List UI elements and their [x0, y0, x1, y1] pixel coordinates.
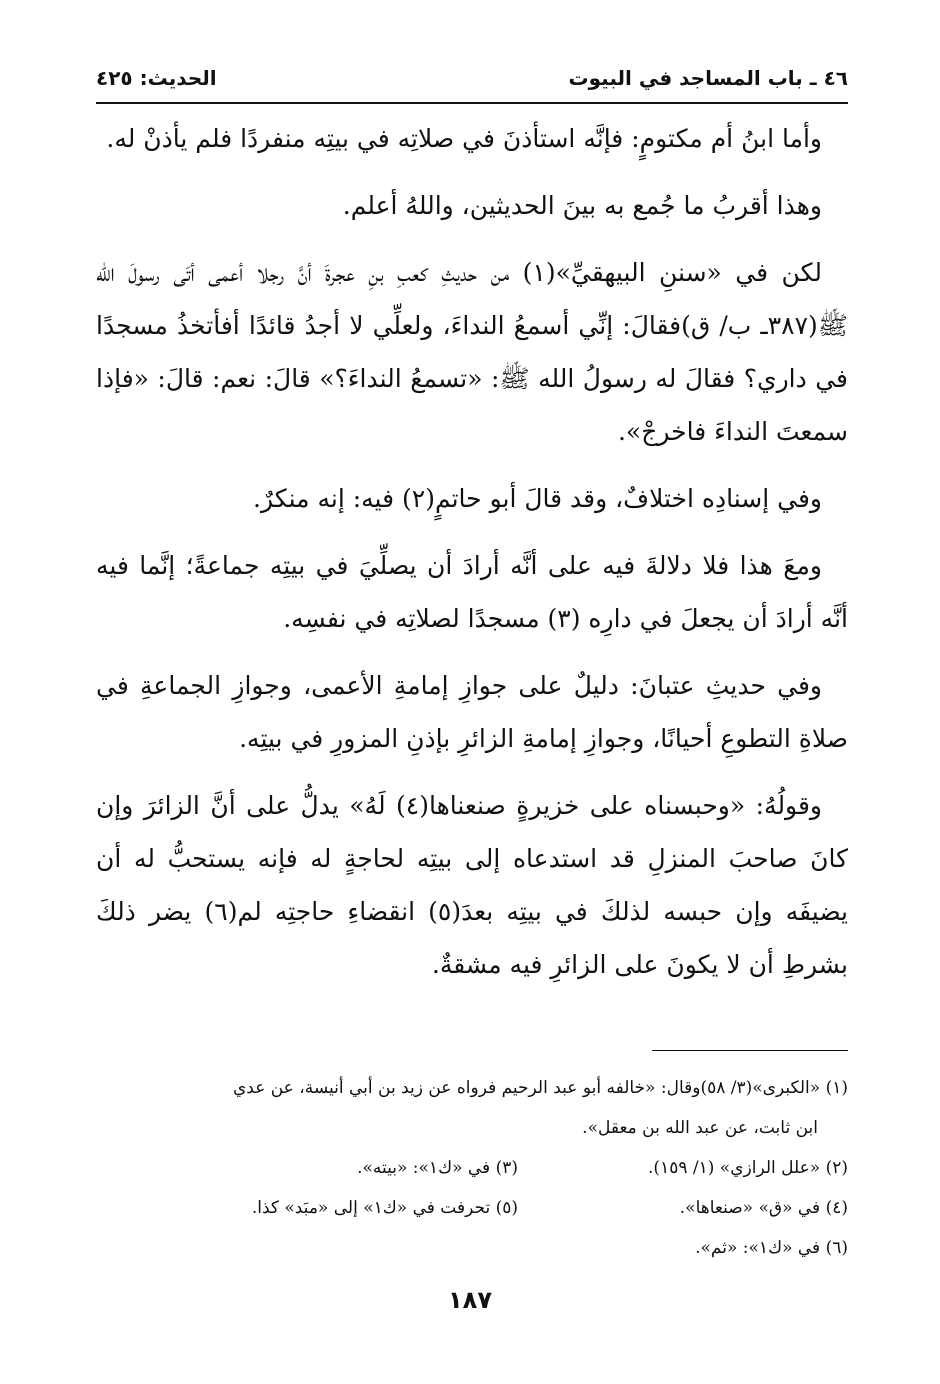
- running-header: [96, 58, 848, 98]
- footnote-1-continued: ابن ثابت، عن عبد الله بن معقل».: [582, 1118, 818, 1138]
- footnote-1: (١) «الكبرى»(٣/ ٥٨)وقال: «خالفه أبو عبد الرحيم فرواه عن زيد بن أبي أنيسة، عن عدي: [232, 1078, 848, 1098]
- main-text: [96, 112, 848, 1005]
- paragraph: وفي حديثِ عتبانَ: دليلٌ على جوازِ إمامةِ الأعمى، وجوازِ الجماعةِ في صلاةِ التطوعِ أحيانًا، وجوازِ إمامةِ الزائرِ بإذنِ المزورِ في بيتِه.: [96, 671, 848, 753]
- paragraph: ومعَ هذا فلا دلالةَ فيه على أنَّه أرادَ أن يصلِّيَ في بيتِه جماعةً؛ إنَّما فيه أنَّه أرادَ أن يجعلَ في دارِه (٣) مسجدًا لصلاتِه في نفسِه.: [96, 551, 848, 633]
- footnote-row: [108, 1148, 848, 1188]
- header-divider: [96, 102, 848, 104]
- footnote-6: (٦) في «ك١»: «ثم».: [695, 1238, 848, 1258]
- footnote-4: (٤) في «ق» «صنعاها».: [679, 1198, 848, 1218]
- paragraph: وقولُهُ: «وحبسناه على خزيرةٍ صنعناها(٤) لَهُ» يدلُّ على أنَّ الزائرَ وإن كانَ صاحبَ المنزلِ قد استدعاه إلى بيتِه لحاجةٍ له فإنه يستحبُّ له أن يضيفَه وإن حبسه لذلكَ في بيتِه بعدَ(٥) انقضاءِ حاجتِه لم(٦) يضر ذلكَ بشرطِ أن لا يكونَ على الزائرِ فيه مشقةٌ.: [96, 791, 848, 979]
- footnotes: [108, 1068, 848, 1268]
- paragraph: وأما ابنُ أم مكتومٍ: فإنَّه استأذنَ في صلاتِه في بيتِه منفردًا فلم يأذنْ له.: [106, 124, 822, 153]
- footnote-divider: [652, 1050, 848, 1051]
- paragraph: لكن في «سننِ البيهقيِّ»(١) من حديثِ كعبِ بنِ عجرةَ أنَّ رجلا أعمى أتَى رسولَ الله ﷺ(٣٨٧ـ ب/ ق)فقالَ: إنِّي أسمعُ النداءَ، ولعلِّي لا أجدُ قائدًا أفأتخذُ مسجدًا في داري؟ فقالَ له رسولُ الله ﷺ: «تسمعُ النداءَ؟» قالَ: نعم: قالَ: «فإذا سمعتَ النداءَ فاخرجْ».: [96, 258, 848, 446]
- footnote-row: [108, 1188, 848, 1228]
- paragraph: وهذا أقربُ ما جُمع به بينَ الحديثين، واللهُ أعلم.: [342, 191, 822, 220]
- footnote-2: (٢) «علل الرازي» (١/ ١٥٩).: [648, 1158, 848, 1178]
- footnote-3: (٣) في «ك١»: «بيته».: [357, 1158, 518, 1178]
- paragraph: وفي إسنادِه اختلافٌ، وقد قالَ أبو حاتمٍ(٢) فيه: إنه منكرٌ.: [253, 484, 822, 513]
- footnote-5: (٥) تحرفت في «ك١» إلى «مبَد» كذا.: [251, 1198, 518, 1218]
- hadith-reference: الحديث: ٤٢٥: [96, 66, 217, 90]
- page-number: ١٨٧: [448, 1286, 492, 1314]
- chapter-title: ٤٦ ـ باب المساجد في البيوت: [568, 66, 848, 90]
